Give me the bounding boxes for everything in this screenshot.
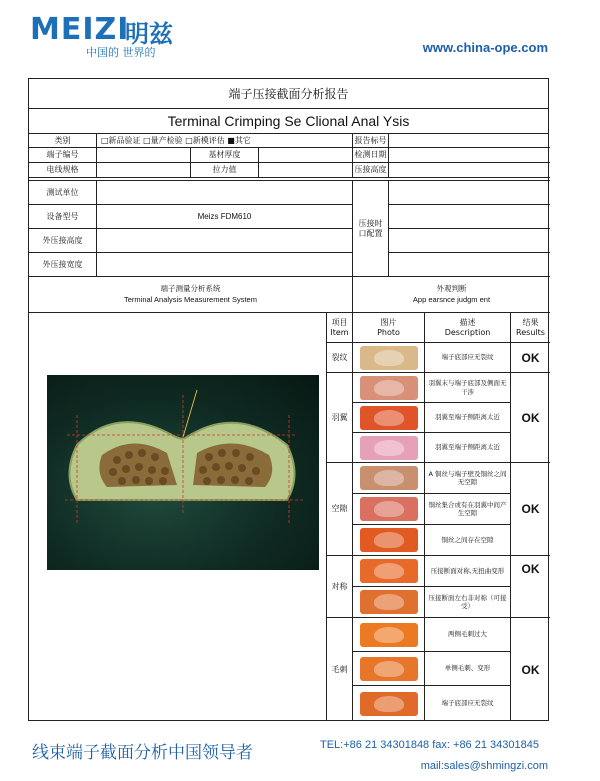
terminal-no-label: 端子编号 [29,148,97,163]
col-desc-en: Description [444,327,491,337]
col-photo-cn: 图片 [380,317,397,327]
test-date-value [389,148,550,163]
crimp-photo [360,590,418,614]
col-desc-cn: 描述 [459,317,476,327]
report-table [28,78,549,721]
report-title-cn: 端子压接截面分析报告 [29,79,548,109]
judgment-head-en: App earsnce judgm ent [412,294,491,304]
col-item-head [327,313,353,343]
category-options: □新品验证 □量产检验 □新模评估 ■其它 [97,134,353,148]
terminal-no-value [97,148,191,163]
col-item-cn: 项目 [331,317,348,327]
logo-slogan: 中国的 世界的 [86,46,156,59]
photo-cell [353,652,425,686]
crimp-photo [360,376,418,400]
judgment-head [353,277,550,313]
result-ok: OK [521,662,540,677]
col-photo-en: Photo [377,327,400,337]
desc-cell: 铜丝集合或有在羽翼中间产生空隙 [425,494,511,525]
crimp-photo [360,346,418,370]
desc-cell: A 铜丝与端子壁及铜丝之间无空隙 [425,463,511,494]
photo-cell [353,587,425,618]
item-wing: 羽翼 [327,373,353,463]
photo-cell [353,556,425,587]
system-head [29,277,353,313]
result-ok: OK [511,343,550,373]
item-burr: 毛刺 [327,618,353,721]
crimp-photo [360,406,418,430]
photo-cell [353,373,425,403]
crimp-height-value [389,163,550,178]
report-no-value [389,134,550,148]
photo-cell [353,525,425,556]
crimp-height-label: 压接高度 [353,163,389,178]
logo-chinese: 明兹 [125,19,173,48]
cross-section-image [47,375,319,570]
col-result-cn: 结果 [522,317,539,327]
crimp-photo [360,623,418,647]
desc-cell: 羽翼至端子侧距离太近 [425,403,511,433]
crimp-config-slot [389,205,550,229]
photo-cell [353,686,425,721]
crimp-photo [360,559,418,583]
desc-cell: 铜丝之间存在空隙 [425,525,511,556]
item-symmetry: 对称 [327,556,353,618]
test-date-label: 检测日期 [353,148,389,163]
system-head-cn: 端子测量分析系统 [160,284,221,293]
desc-cell: 端子底部应无裂纹 [425,686,511,721]
col-desc-head [425,313,511,343]
cross-section-drawing [47,375,319,570]
crimp-photo [360,528,418,552]
desc-cell: 压接断面左右非对称（可接受） [425,587,511,618]
equipment-label: 设备型号 [29,205,97,229]
photo-cell [353,618,425,652]
report-title-en: Terminal Crimping Se Clional Anal Ysis [29,109,548,134]
crimp-photo [360,657,418,681]
result-ok: OK [511,373,550,463]
result-ok: OK [511,463,550,556]
outer-width-label: 外压接宽度 [29,253,97,277]
desc-cell: 压接断面对称,无扭曲变形 [425,556,511,587]
outer-height-label: 外压接高度 [29,229,97,253]
desc-cell: 端子底部应无裂纹 [425,343,511,373]
crimp-photo [360,466,418,490]
pull-force-value [259,163,353,178]
pull-force-label: 拉力值 [191,163,259,178]
crimp-photo [360,436,418,460]
crimp-photo [360,497,418,521]
company-logo [30,10,200,60]
crimp-config-label: 压接时口配置 [353,181,389,277]
outer-height-value [97,229,353,253]
desc-cell: 两侧毛刺过大 [425,618,511,652]
item-void: 空隙 [327,463,353,556]
footer-slogan: 线束端子截面分析中国领导者 [32,743,253,763]
col-result-head [511,313,550,343]
item-crack: 裂纹 [327,343,353,373]
system-head-en: Terminal Analysis Measurement System [124,294,257,304]
base-thickness-label: 基材厚度 [191,148,259,163]
base-thickness-value [259,148,353,163]
test-unit-label: 测试单位 [29,181,97,205]
category-label: 类别 [29,134,97,148]
photo-cell [353,403,425,433]
col-photo-head [353,313,425,343]
footer-phone: TEL:+86 21 34301848 fax: +86 21 34301845 [320,739,539,751]
website-url[interactable]: www.china-ope.com [422,40,548,55]
wire-spec-value [97,163,191,178]
result-ok: OK [511,556,550,618]
equipment-value: Meizs FDM610 [97,205,353,229]
crimp-config-slot [389,181,550,205]
crimp-photo [360,692,418,716]
wire-spec-label: 电线规格 [29,163,97,178]
col-result-en: Results [516,327,545,337]
desc-cell: 单侧毛刺、变形 [425,652,511,686]
outer-width-value [97,253,353,277]
footer-email[interactable]: mail:sales@shmingzi.com [420,760,548,772]
crimp-config-slot [389,253,550,277]
logo-mark: MEIZI [30,12,130,47]
photo-cell [353,494,425,525]
judgment-head-cn: 外观判断 [436,284,467,293]
photo-cell [353,433,425,463]
desc-cell: 羽翼末与端子底部及侧面无干涉 [425,373,511,403]
crimp-config-slot [389,229,550,253]
desc-cell: 羽翼至端子侧距离太近 [425,433,511,463]
col-item-en: Item [330,327,349,337]
photo-cell [353,343,425,373]
report-no-label: 报告标号 [353,134,389,148]
test-unit-value [97,181,353,205]
photo-cell [353,463,425,494]
